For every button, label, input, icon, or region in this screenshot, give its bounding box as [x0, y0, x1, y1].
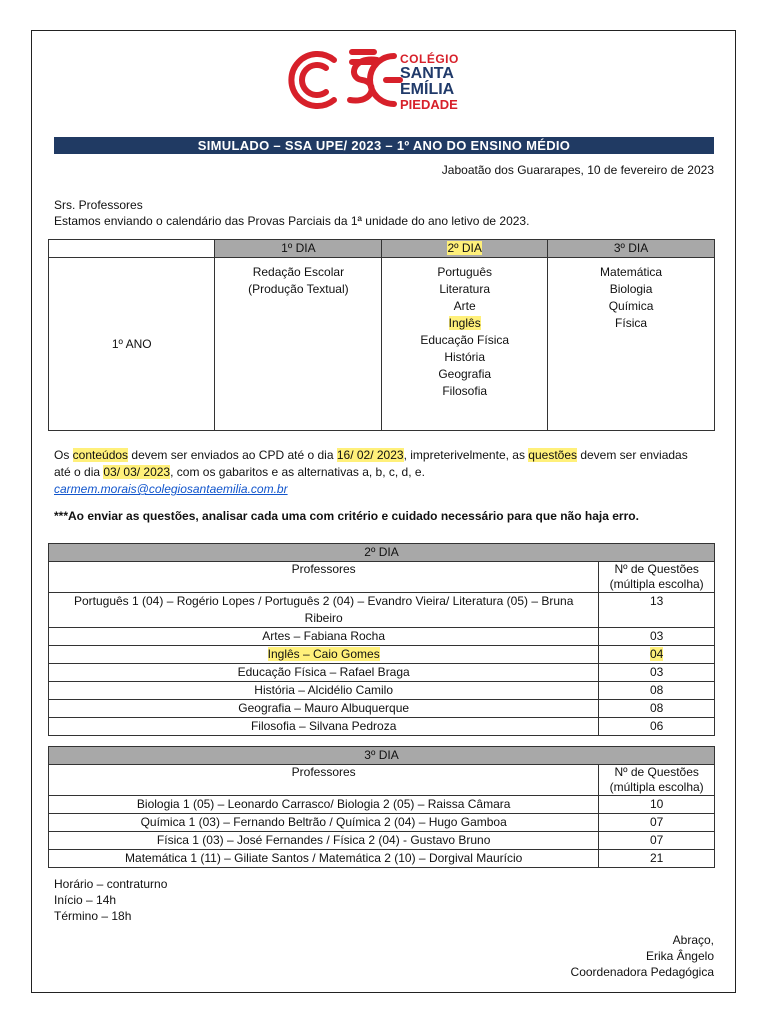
calendar-row-label: 1º ANO	[49, 258, 215, 431]
day3-row-count: 21	[599, 850, 715, 868]
day3-col-questoes-line2: (múltipla escolha)	[609, 780, 704, 794]
table-row	[49, 850, 715, 868]
day2-row-count: 03	[599, 664, 715, 682]
day2-row-teacher: Inglês – Caio Gomes	[267, 647, 380, 661]
schedule-line: Término – 18h	[54, 909, 132, 923]
day3-row-teacher: Matemática 1 (11) – Giliate Santos / Matemática 2 (10) – Dorgival Maurício	[49, 850, 599, 868]
table-row	[49, 700, 715, 718]
day2-subject: Educação Física	[420, 333, 510, 347]
logo-line-4: PIEDADE	[400, 97, 458, 112]
day1-subject: Redação Escolar	[252, 265, 345, 279]
table-row	[49, 664, 715, 682]
table-row	[49, 646, 715, 664]
notice-highlight: questões	[528, 448, 577, 462]
day2-header-label: 2º DIA	[447, 241, 482, 255]
day3-subject: Matemática	[600, 265, 663, 279]
day3-row-count: 10	[599, 796, 715, 814]
intro-text: Estamos enviando o calendário das Provas Parciais da 1ª unidade do ano letivo de 2023.	[54, 214, 530, 228]
calendar-day3-header: 3º DIA	[548, 240, 715, 258]
day3-row-count: 07	[599, 832, 715, 850]
logo-line-3: EMÍLIA	[400, 81, 455, 98]
day2-subject: Literatura	[439, 282, 491, 296]
day2-col-professores: Professores	[49, 562, 599, 593]
calendar-table	[48, 239, 715, 431]
notice-text: até o dia	[54, 465, 104, 479]
day2-row-teacher: Artes – Fabiana Rocha	[49, 628, 599, 646]
day3-col-questoes	[599, 765, 715, 796]
day3-col-questoes-line1: Nº de Questões	[614, 765, 699, 779]
day2-row-count: 13	[599, 593, 715, 628]
signature-line: Abraço,	[672, 933, 714, 947]
day2-subject: Filosofia	[442, 384, 488, 398]
calendar-day2-cell	[382, 258, 548, 431]
day2-row-teacher: História – Alcidélio Camilo	[49, 682, 599, 700]
logo-wordmark	[400, 52, 459, 112]
day2-row-count-highlighted	[599, 646, 715, 664]
notice-highlight: 16/ 02/ 2023	[336, 448, 404, 462]
day2-row-teacher-highlighted	[49, 646, 599, 664]
notice-text: , impreterivelmente, as	[403, 448, 529, 462]
day3-row-teacher: Física 1 (03) – José Fernandes / Física 2 (04) - Gustavo Bruno	[49, 832, 599, 850]
day2-subject: Arte	[453, 299, 476, 313]
calendar-day1-header: 1º DIA	[215, 240, 382, 258]
day2-subject: Português	[437, 265, 493, 279]
table-row	[49, 628, 715, 646]
notice-highlight: 03/ 03/ 2023	[103, 465, 171, 479]
day2-subject: Inglês	[448, 316, 481, 330]
table-row	[49, 718, 715, 736]
day2-subject: Geografia	[438, 367, 492, 381]
day3-table-title: 3º DIA	[49, 747, 715, 765]
day2-row-teacher: Filosofia – Silvana Pedroza	[49, 718, 599, 736]
title-banner: SIMULADO – SSA UPE/ 2023 – 1º ANO DO ENSINO MÉDIO	[54, 137, 714, 154]
signature-line: Coordenadora Pedagógica	[570, 965, 714, 979]
day2-row-count: 08	[599, 700, 715, 718]
day2-table	[48, 543, 715, 736]
notice-highlight: conteúdos	[72, 448, 129, 462]
logo-line-1: COLÉGIO	[400, 52, 459, 66]
notice-line-2	[54, 465, 425, 479]
calendar-day3-cell	[548, 258, 715, 431]
day3-row-teacher: Química 1 (03) – Fernando Beltrão / Química 2 (04) – Hugo Gamboa	[49, 814, 599, 832]
notice-text: devem ser enviados ao CPD até o dia	[128, 448, 337, 462]
day2-row-teacher: Educação Física – Rafael Braga	[49, 664, 599, 682]
day2-row-teacher-line2: Ribeiro	[304, 611, 343, 625]
notice-text: Os	[54, 448, 73, 462]
schedule-line: Horário – contraturno	[54, 877, 168, 891]
table-row	[49, 593, 715, 628]
day2-table-title: 2º DIA	[49, 544, 715, 562]
notice-line-1	[54, 448, 688, 462]
calendar-day1-cell	[215, 258, 382, 431]
day2-row-count: 04	[649, 647, 664, 661]
table-row	[49, 832, 715, 850]
signature-line: Erika Ângelo	[645, 949, 714, 963]
calendar-corner	[49, 240, 215, 258]
table-row	[49, 682, 715, 700]
table-row	[49, 796, 715, 814]
day2-row-count: 08	[599, 682, 715, 700]
day2-col-questoes-line1: Nº de Questões	[614, 562, 699, 576]
greeting: Srs. Professores	[54, 198, 143, 212]
day3-subject: Física	[615, 316, 648, 330]
table-row	[49, 814, 715, 832]
day3-table	[48, 746, 715, 868]
day2-row-count: 06	[599, 718, 715, 736]
email-link[interactable]: carmem.morais@colegiosantaemilia.com.br	[54, 482, 288, 496]
day1-subject: (Produção Textual)	[248, 282, 349, 296]
day2-row-teacher-line1: Português 1 (04) – Rogério Lopes / Português 2 (04) – Evandro Vieira/ Literatura (05) – Bruna	[73, 594, 574, 608]
day3-row-count: 07	[599, 814, 715, 832]
day2-col-questoes	[599, 562, 715, 593]
day2-col-questoes-line2: (múltipla escolha)	[609, 577, 704, 591]
day3-subject: Química	[608, 299, 654, 313]
logo-line-2: SANTA	[400, 65, 454, 82]
day3-row-teacher: Biologia 1 (05) – Leonardo Carrasco/ Biologia 2 (05) – Raissa Câmara	[49, 796, 599, 814]
warning-text: ***Ao enviar as questões, analisar cada uma com critério e cuidado necessário para que não haja erro.	[54, 509, 639, 523]
day2-row-count: 03	[599, 628, 715, 646]
day3-subject: Biologia	[609, 282, 653, 296]
calendar-day2-header	[382, 240, 548, 258]
place-date: Jaboatão dos Guararapes, 10 de fevereiro de 2023	[441, 163, 714, 177]
day2-subject-highlighted	[382, 315, 547, 332]
day2-row-teacher	[49, 593, 599, 628]
schedule-line: Início – 14h	[54, 893, 117, 907]
day2-subject: História	[444, 350, 486, 364]
notice-text: devem ser enviadas	[577, 448, 688, 462]
notice-text: , com os gabaritos e as alternativas a, b, c, d, e.	[170, 465, 425, 479]
day2-row-teacher: Geografia – Mauro Albuquerque	[49, 700, 599, 718]
day3-col-professores: Professores	[49, 765, 599, 796]
